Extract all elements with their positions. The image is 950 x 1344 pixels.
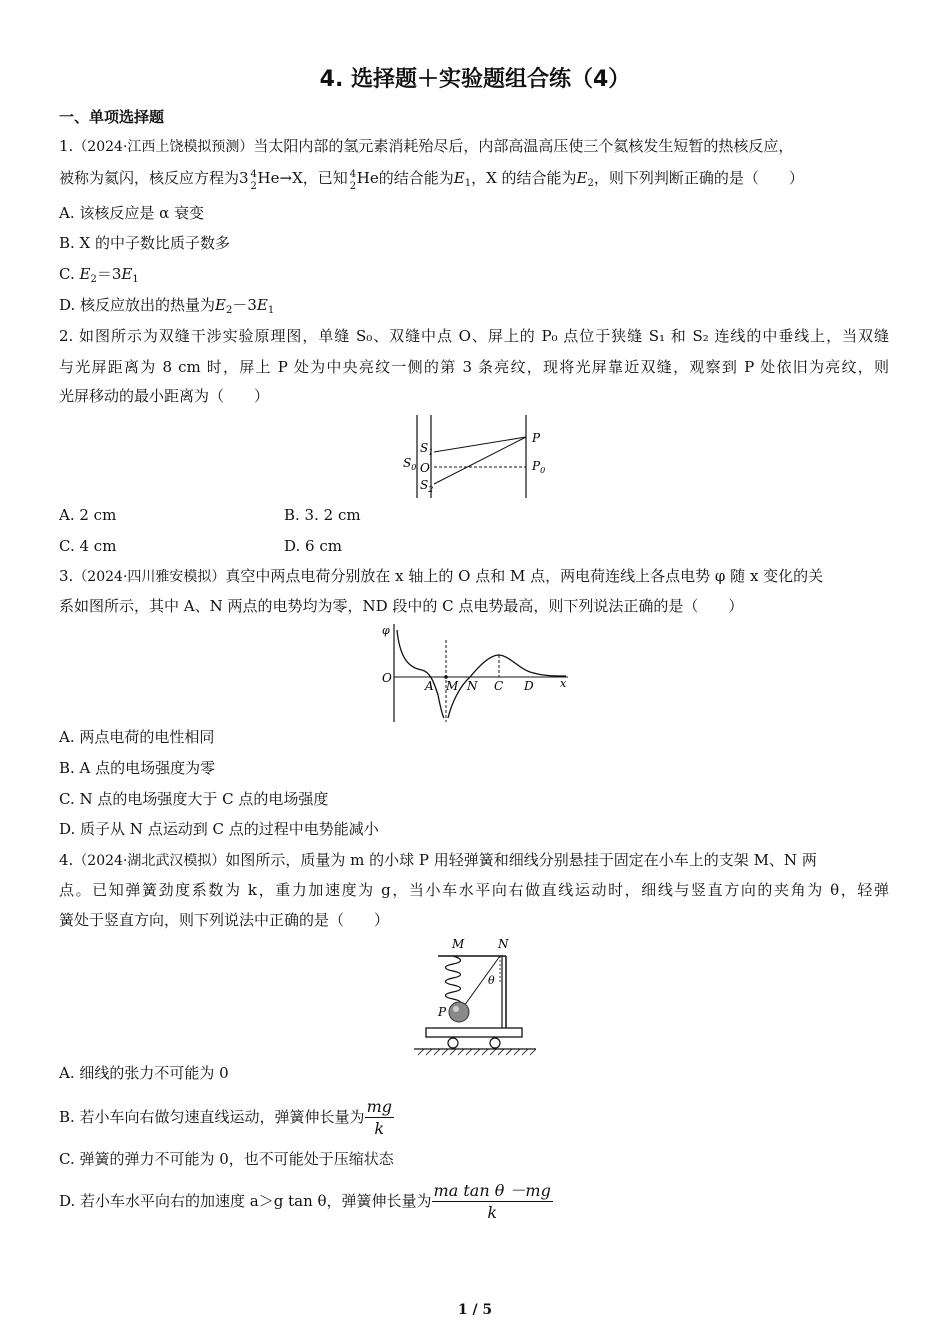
- opt-d-e2-sub: 2: [225, 305, 233, 316]
- q3-text: 真空中两点电荷分别放在 x 轴上的 O 点和 M 点，两电荷连线上各点电势 φ 随 x 变化的关: [225, 567, 824, 585]
- label-o: O: [420, 461, 430, 475]
- q2-option-d: D. 6 cm: [284, 537, 342, 555]
- q2-line2: 与光屏距离为 8 cm 时，屏上 P 处为中央亮纹一侧的第 3 条亮纹，现将光屏靠近双缝，观察到 P 处依旧为亮纹，则: [59, 358, 889, 376]
- opt-c-e1-sub: 1: [132, 274, 139, 285]
- q4-source: （2024·湖北武汉模拟）: [73, 853, 226, 869]
- spring-coils: [446, 956, 461, 1006]
- q1-option-a: A. 该核反应是 α 衰变: [59, 204, 205, 222]
- q1-line2: [59, 168, 804, 194]
- helium-nuclide: [249, 168, 258, 192]
- e2-subscript: 2: [587, 178, 594, 189]
- q1-text-a: 被称为氦闪，核反应方程为3: [59, 169, 249, 187]
- q1-number: 1.: [59, 137, 74, 155]
- cart-body: [426, 1028, 522, 1037]
- he-mass-number: 4: [250, 169, 257, 180]
- opt-c-e2: E: [79, 265, 91, 283]
- ball-highlight: [453, 1006, 459, 1012]
- page-title: 4. 选择题＋实验题组合练（4）: [319, 67, 631, 92]
- q1-line1: [59, 136, 793, 157]
- q1-option-c: [59, 264, 139, 290]
- potential-graph: [378, 620, 578, 724]
- q3-source: （2024·四川雅安模拟）: [73, 569, 226, 585]
- opt-c-mid: ＝3: [96, 265, 122, 283]
- opt-d-e2: E: [215, 296, 226, 314]
- q4-option-d-fraction: [432, 1181, 553, 1224]
- q2-option-b: B. 3. 2 cm: [284, 506, 361, 524]
- label-o-graph: O: [382, 671, 392, 685]
- q1-text-e: ，则下列判断正确的是（ ）: [593, 169, 804, 187]
- opt-d-e1-sub: 1: [267, 305, 275, 316]
- q1-option-b: B. X 的中子数比质子数多: [59, 234, 231, 252]
- q2-option-c: C. 4 cm: [59, 537, 117, 555]
- q2-option-a: A. 2 cm: [59, 506, 117, 524]
- potential-curve-left: [397, 630, 444, 718]
- section-heading: 一、单项选择题: [59, 108, 165, 126]
- q3-option-c: C. N 点的电场强度大于 C 点的电场强度: [59, 790, 329, 808]
- label-x: x: [560, 677, 567, 690]
- label-p0: $P_0$: [532, 459, 546, 475]
- label-a: A: [425, 679, 434, 693]
- q3-line2: 系如图所示，其中 A、N 两点的电势均为零，ND 段中的 C 点电势最高，则下列说法正确的是（ ）: [59, 597, 744, 615]
- helium-nuclide-2: [348, 168, 357, 192]
- q4-option-c: C. 弹簧的弹力不可能为 0，也不可能处于压缩状态: [59, 1150, 394, 1168]
- label-phi: φ: [382, 624, 390, 637]
- he-charge-number-2: 2: [349, 181, 357, 192]
- cart-spring-diagram: [408, 934, 548, 1058]
- potential-curve-right: [448, 655, 566, 718]
- q4-option-b-text: B. 若小车向右做匀速直线运动，弹簧伸长量为: [59, 1108, 365, 1126]
- opt-d-mid: －3: [232, 296, 257, 314]
- double-slit-diagram: [398, 412, 558, 500]
- frac-b-denominator: k: [374, 1118, 385, 1138]
- q1-source: （2024·江西上饶模拟预测）: [73, 139, 254, 155]
- label-s0: $S_0$: [403, 456, 417, 472]
- q4-option-b-fraction: [365, 1097, 394, 1140]
- opt-d-e1: E: [256, 296, 268, 314]
- frac-b-numerator: mg: [366, 1096, 392, 1116]
- label-n: N: [467, 679, 478, 693]
- ground-hatching: [418, 1049, 536, 1055]
- q4-text: 如图所示，质量为 m 的小球 P 用轻弹簧和细线分别悬挂于固定在小车上的支架 M、N 两: [225, 851, 817, 869]
- label-m: M: [446, 679, 459, 693]
- ball-p: [449, 1002, 469, 1022]
- page-number: 1 / 5: [457, 1302, 493, 1318]
- q3-number: 3.: [59, 567, 74, 585]
- q1-option-c-label: C.: [59, 265, 80, 283]
- q3-option-b: B. A 点的电场强度为零: [59, 759, 216, 777]
- he-mass-number-2: 4: [349, 169, 357, 180]
- label-p-ball: P: [438, 1005, 447, 1019]
- frac-d-numerator: ma tan θ －mg: [433, 1180, 551, 1200]
- frac-d-denominator: k: [487, 1202, 498, 1222]
- q3-line1: [59, 566, 823, 587]
- label-p: P: [532, 431, 541, 445]
- q4-line2: 点。已知弹簧劲度系数为 k，重力加速度为 g，当小车水平向右做直线运动时，细线与竖直方向的夹角为 θ，轻弹: [59, 881, 889, 899]
- label-d: D: [524, 679, 534, 693]
- q2-line3: 光屏移动的最小距离为（ ）: [59, 387, 270, 405]
- q4-number: 4.: [59, 851, 74, 869]
- q4-line1: [59, 850, 817, 871]
- cart-wheel-left: [448, 1038, 458, 1048]
- opt-c-e1: E: [121, 265, 133, 283]
- q1-option-d-label: D. 核反应放出的热量为: [59, 296, 216, 314]
- label-c: C: [494, 679, 504, 693]
- q4-line3: 簧处于竖直方向，则下列说法中正确的是（ ）: [59, 911, 390, 929]
- q1-text: 当太阳内部的氢元素消耗殆尽后，内部高温高压使三个氦核发生短暂的热核反应，: [253, 137, 794, 155]
- e1-symbol: E: [453, 169, 465, 187]
- label-s2: $S_2$: [420, 478, 434, 494]
- e2-symbol: E: [576, 169, 588, 187]
- label-s1: $S_1$: [420, 441, 434, 457]
- q4-option-a: A. 细线的张力不可能为 0: [59, 1064, 229, 1082]
- opt-c-e2-sub: 2: [90, 274, 97, 285]
- e1-subscript: 1: [464, 178, 472, 189]
- q2-line1: 2. 如图所示为双缝干涉实验原理图，单缝 S₀、双缝中点 O、屏上的 P₀ 点位于狭缝 S₁ 和 S₂ 连线的中垂线上，当双缝: [59, 327, 889, 345]
- q4-option-d-text: D. 若小车水平向右的加速度 a＞g tan θ，弹簧伸长量为: [59, 1192, 432, 1210]
- q3-option-a: A. 两点电荷的电性相同: [59, 728, 215, 746]
- label-n-support: N: [498, 937, 509, 951]
- q1-text-d: ，X 的结合能为: [471, 169, 577, 187]
- label-theta: θ: [488, 974, 495, 987]
- q3-option-d: D. 质子从 N 点运动到 C 点的过程中电势能减小: [59, 820, 379, 838]
- he-charge-number: 2: [250, 181, 257, 192]
- label-m-support: M: [452, 937, 465, 951]
- q4-option-b: [59, 1094, 394, 1140]
- q4-option-d: [59, 1178, 553, 1224]
- q1-text-b: He→X，已知: [257, 169, 348, 187]
- cart-wheel-right: [490, 1038, 500, 1048]
- q1-option-d: [59, 295, 274, 321]
- q1-text-c: He的结合能为: [356, 169, 454, 187]
